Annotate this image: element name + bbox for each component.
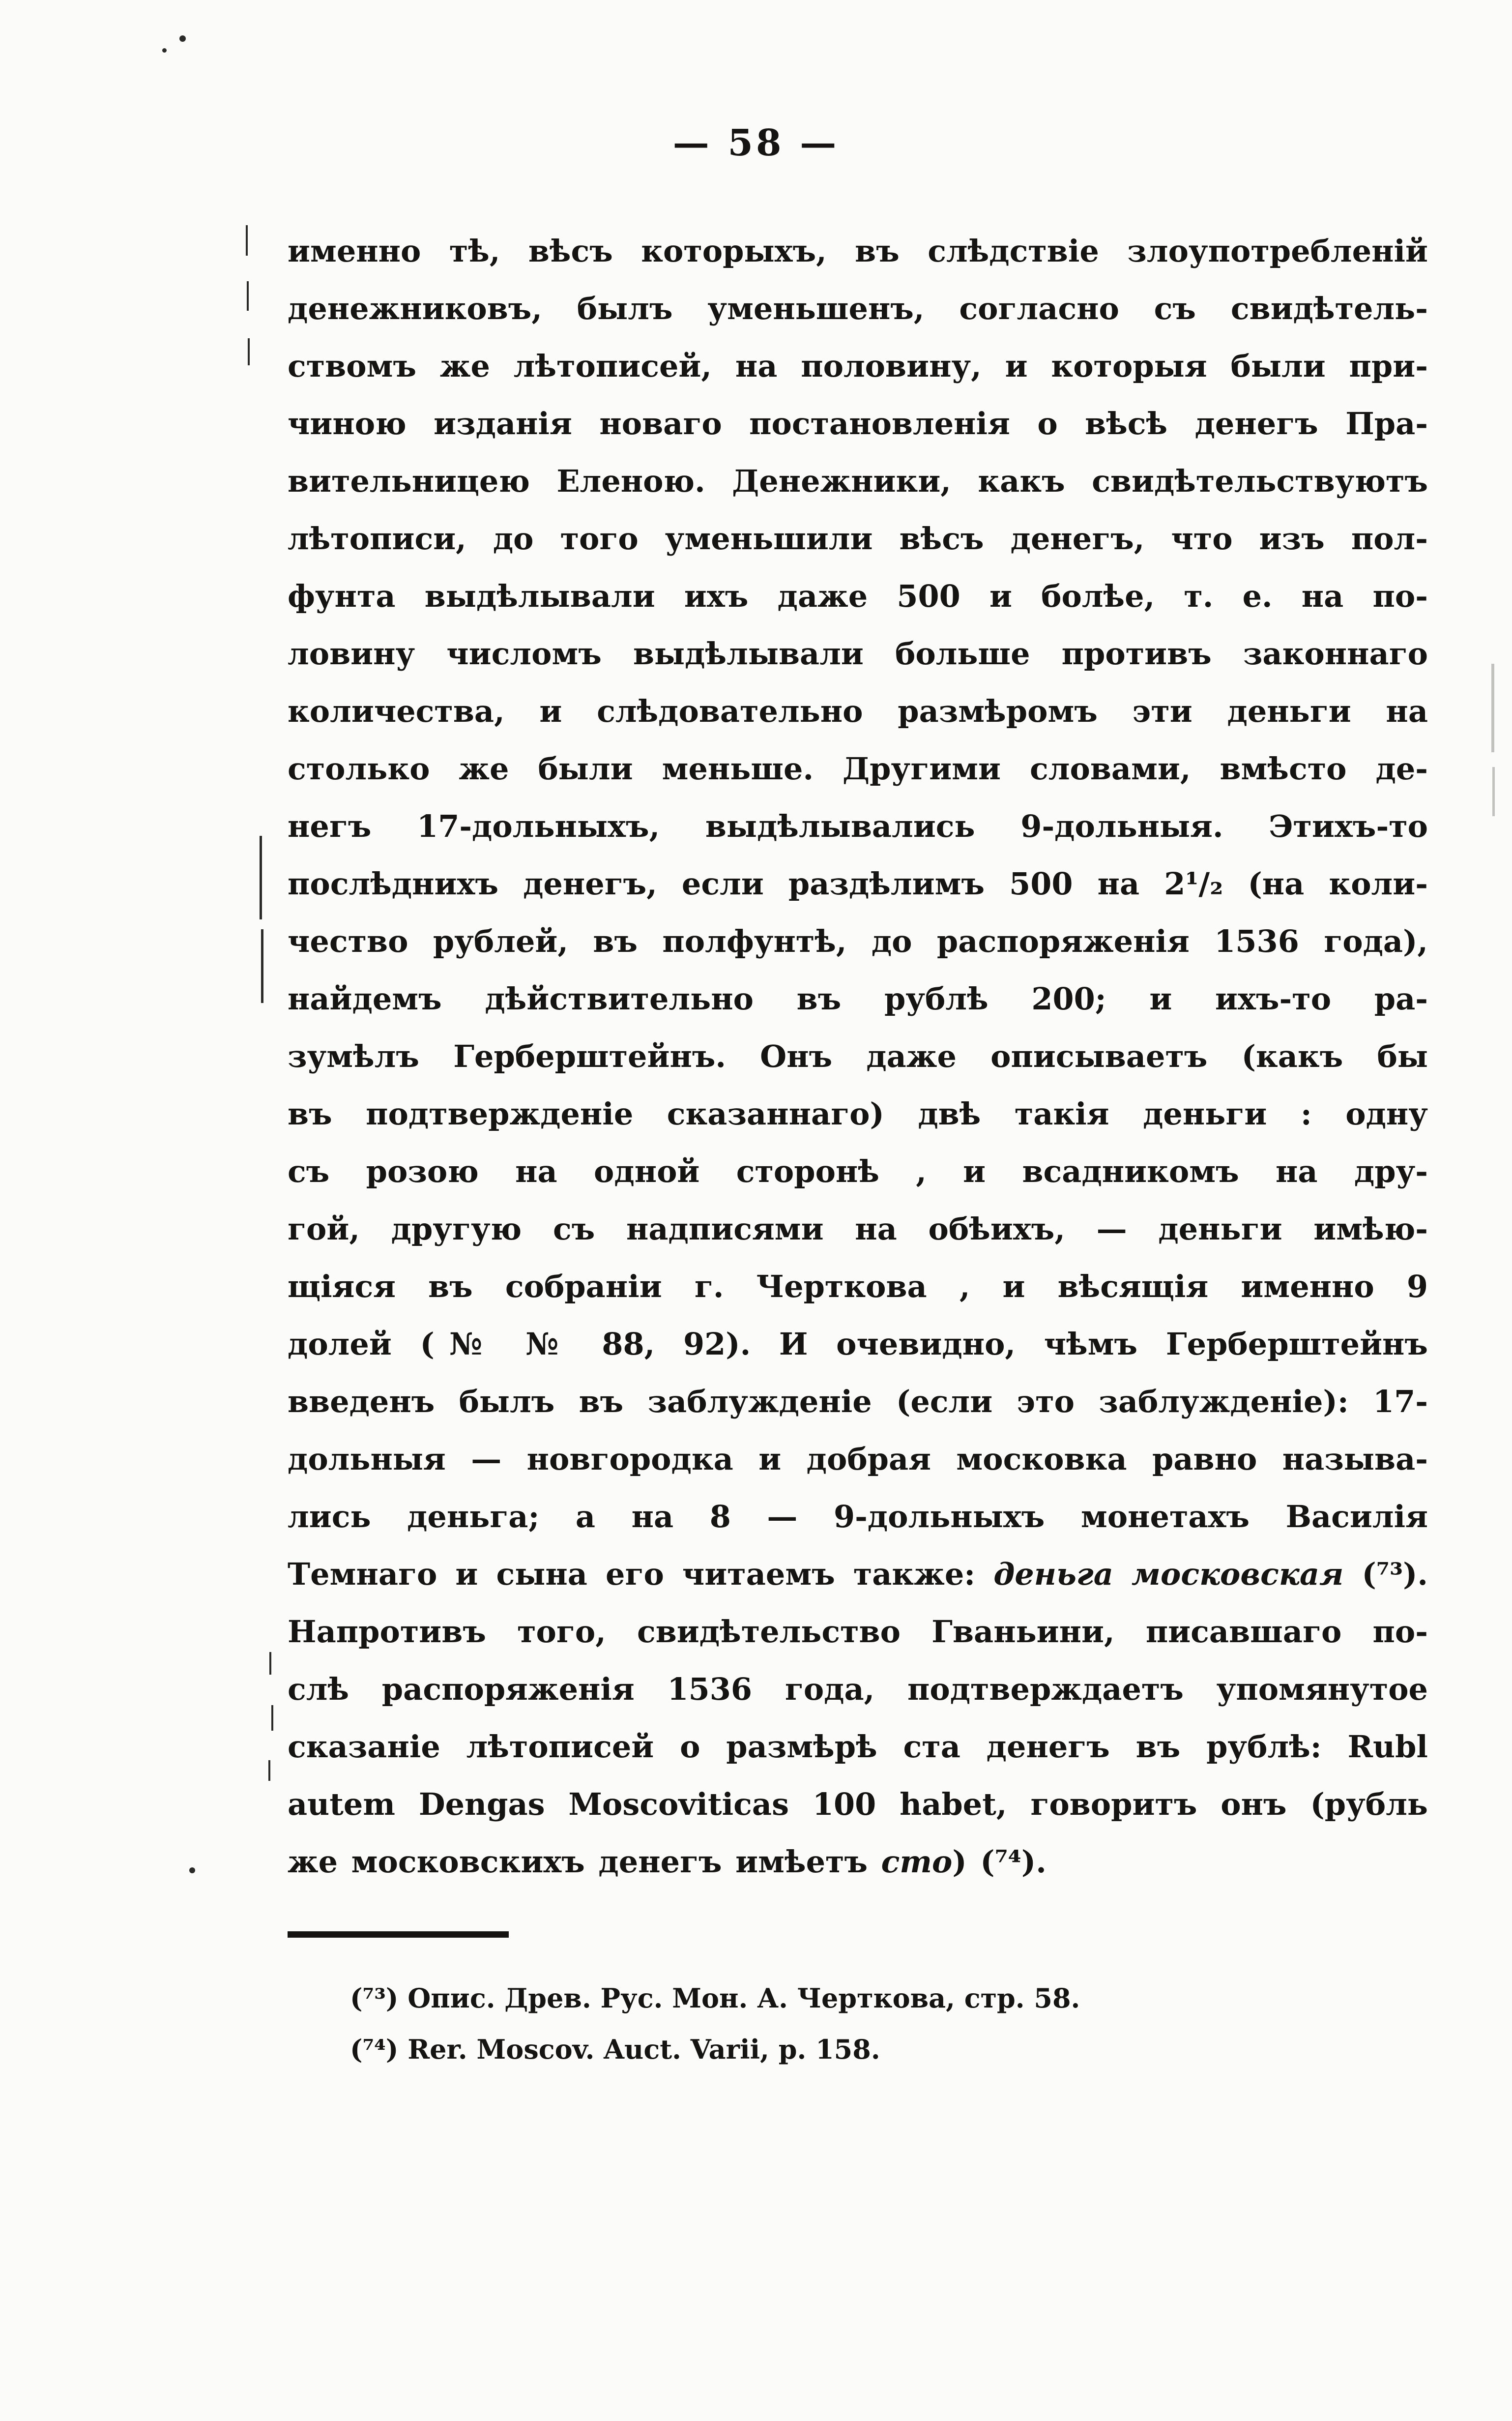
text-line xyxy=(288,913,1428,970)
scan-artifact xyxy=(269,1652,271,1675)
text-segment: (⁷³). xyxy=(1343,1556,1428,1592)
text-segment: лись деньга; а на 8 — 9-дольныхъ монетахъ Василія xyxy=(288,1499,1428,1535)
text-segment: же московскихъ денегъ имѣетъ xyxy=(288,1844,881,1880)
text-segment: autem Dengas Moscoviticas 100 habet, говоритъ онъ (рубль xyxy=(288,1786,1428,1822)
footnotes xyxy=(350,1973,1431,2075)
text-segment: столько же были меньше. Другими словами, вмѣсто де- xyxy=(288,751,1428,787)
text-line xyxy=(288,1545,1428,1603)
text-segment: чиною изданія новаго постановленія о вѣсѣ денегъ Пра- xyxy=(288,406,1428,442)
text-line xyxy=(288,855,1428,913)
scan-artifact xyxy=(271,1705,273,1731)
text-line xyxy=(288,1258,1428,1315)
text-line xyxy=(288,1430,1428,1488)
text-line xyxy=(288,1143,1428,1200)
text-segment: ловину числомъ выдѣлывали больше противъ законнаго xyxy=(288,636,1428,672)
text-segment: фунта выдѣлывали ихъ даже 500 и болѣе, т. е. на по- xyxy=(288,578,1428,614)
text-segment: вительницею Еленою. Денежники, какъ свидѣтельствуютъ xyxy=(288,463,1428,499)
text-line xyxy=(288,510,1428,567)
text-segment: чество рублей, въ полфунтѣ, до распоряженія 1536 года), xyxy=(288,923,1428,959)
text-segment: зумѣлъ Герберштейнъ. Онъ даже описываетъ (какъ бы xyxy=(288,1038,1428,1074)
text-segment: количества, и слѣдовательно размѣромъ эти деньги на xyxy=(288,693,1428,729)
scan-artifact xyxy=(162,48,167,53)
scan-artifact xyxy=(268,1760,270,1781)
text-line xyxy=(288,682,1428,740)
text-segment: гой, другую съ надписями на обѣихъ, — деньги имѣю- xyxy=(288,1211,1428,1247)
text-segment: послѣднихъ денегъ, если раздѣлимъ 500 на 2¹/₂ (на коли- xyxy=(288,866,1428,902)
text-segment: негъ 17-дольныхъ, выдѣлывались 9-дольныя. Этихъ-то xyxy=(288,808,1428,844)
text-segment: введенъ былъ въ заблужденіе (если это заблужденіе): 17- xyxy=(288,1384,1428,1419)
scan-artifact xyxy=(248,338,250,365)
scan-artifact xyxy=(189,1867,195,1873)
text-line xyxy=(288,1315,1428,1373)
scan-artifact xyxy=(247,281,249,311)
scan-artifact xyxy=(261,929,263,1003)
italic-text-segment: деньга московская xyxy=(993,1556,1344,1592)
footnote-74: (⁷⁴) Rer. Moscov. Auct. Varii, p. 158. xyxy=(350,2034,880,2065)
text-line xyxy=(288,280,1428,337)
footnote-divider xyxy=(288,1931,509,1938)
text-line xyxy=(288,222,1428,280)
text-segment: денежниковъ, былъ уменьшенъ, согласно съ свидѣтель- xyxy=(288,291,1428,326)
text-line xyxy=(288,625,1428,682)
scan-artifact xyxy=(179,35,186,42)
text-line xyxy=(288,1028,1428,1085)
scan-artifact xyxy=(260,836,262,919)
text-line xyxy=(288,1660,1428,1718)
text-line xyxy=(288,1085,1428,1143)
body-text xyxy=(288,222,1428,1890)
text-segment: въ подтвержденіе сказаннаго) двѣ такія деньги : одну xyxy=(288,1096,1428,1132)
text-line xyxy=(288,1833,1428,1890)
text-line xyxy=(288,1775,1428,1833)
scan-artifact xyxy=(1492,767,1495,816)
text-segment: щіяся въ собраніи г. Черткова , и вѣсящія именно 9 xyxy=(288,1269,1428,1304)
text-line xyxy=(288,567,1428,625)
text-segment: ствомъ же лѣтописей, на половину, и которыя были при- xyxy=(288,348,1428,384)
text-segment: сказаніе лѣтописей о размѣрѣ ста денегъ въ рублѣ: Rubl xyxy=(288,1729,1428,1765)
text-line xyxy=(288,337,1428,395)
text-segment: именно тѣ, вѣсъ которыхъ, въ слѣдствіе злоупотребленій xyxy=(288,233,1428,269)
text-line xyxy=(288,452,1428,510)
scan-artifact xyxy=(246,225,248,256)
text-segment: долей (№ № 88, 92). И очевидно, чѣмъ Герберштейнъ xyxy=(288,1326,1428,1362)
text-segment: Напротивъ того, свидѣтельство Гваньини, писавшаго по- xyxy=(288,1614,1428,1650)
text-line xyxy=(288,740,1428,797)
text-line xyxy=(288,1718,1428,1775)
page-number: — 58 — xyxy=(672,122,840,164)
text-segment: ) (⁷⁴). xyxy=(952,1844,1047,1880)
text-line xyxy=(288,395,1428,452)
text-line xyxy=(288,1200,1428,1258)
text-line xyxy=(288,1373,1428,1430)
text-segment: лѣтописи, до того уменьшили вѣсъ денегъ, что изъ пол- xyxy=(288,521,1428,557)
footnote-73: (⁷³) Опис. Древ. Рус. Мон. А. Черткова, стр. 58. xyxy=(350,1982,1080,2014)
text-segment: слѣ распоряженія 1536 года, подтверждаетъ упомянутое xyxy=(288,1671,1428,1707)
italic-text-segment: сто xyxy=(881,1844,953,1880)
scan-artifact xyxy=(1491,664,1494,752)
text-segment: съ розою на одной сторонѣ , и всадникомъ на дру- xyxy=(288,1153,1428,1189)
text-line xyxy=(288,1488,1428,1545)
text-segment: Темнаго и сына его читаемъ также: xyxy=(288,1556,994,1592)
text-line xyxy=(288,797,1428,855)
text-line xyxy=(288,1603,1428,1660)
text-line xyxy=(288,970,1428,1028)
text-segment: найдемъ дѣйствительно въ рублѣ 200; и ихъ-то ра- xyxy=(288,981,1428,1017)
text-segment: дольныя — новгородка и добрая московка равно называ- xyxy=(288,1441,1428,1477)
